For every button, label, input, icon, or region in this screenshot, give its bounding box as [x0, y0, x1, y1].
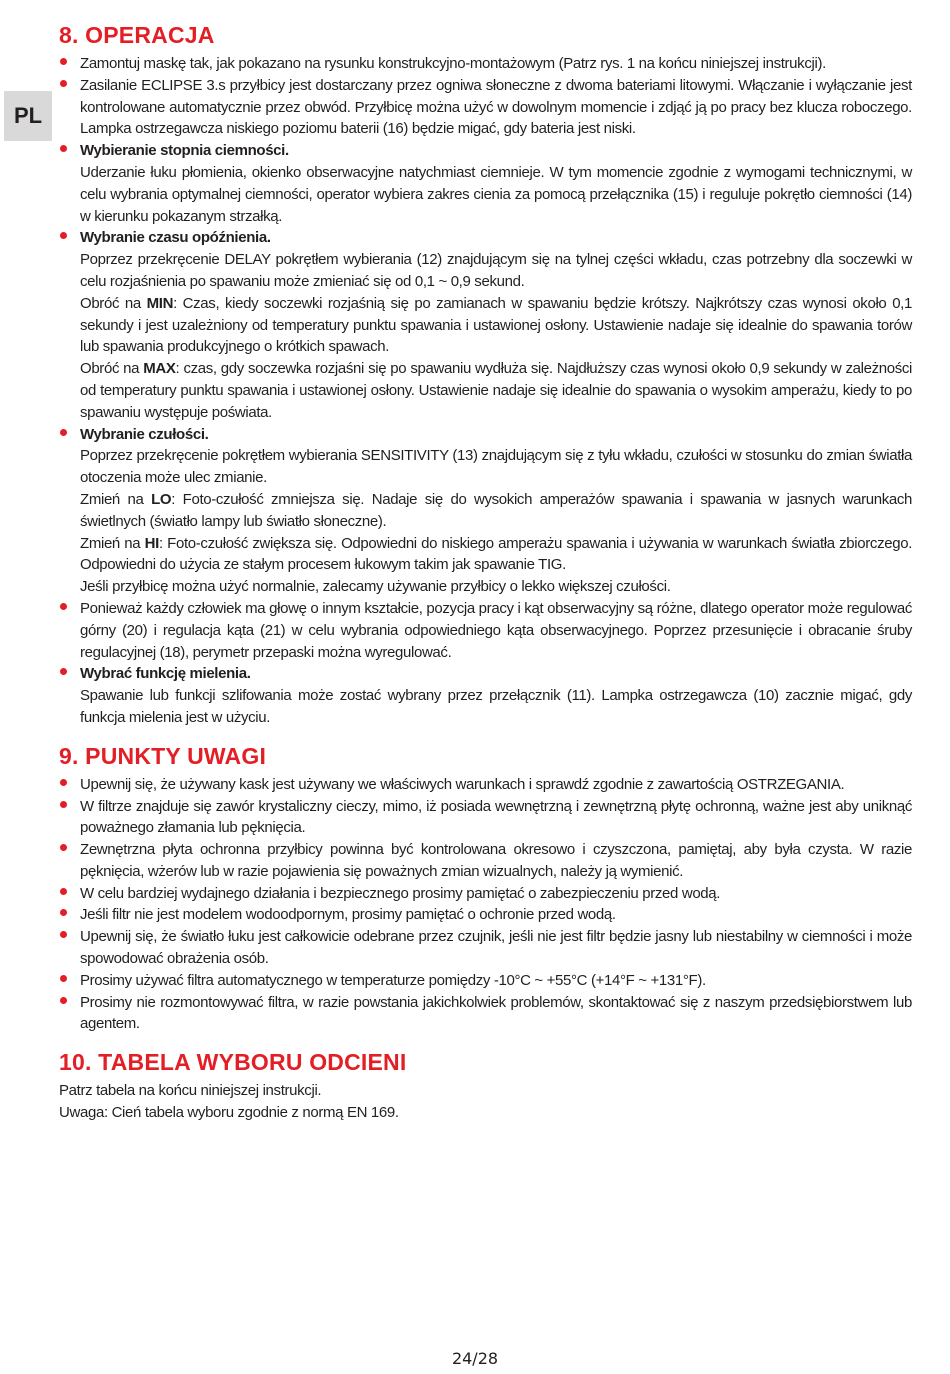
option-keyword: MAX — [143, 360, 176, 378]
option-paragraph — [80, 358, 912, 423]
list-item — [59, 904, 912, 926]
paragraph: Patrz tabela na końcu niniejszej instrukcji. — [59, 1082, 322, 1100]
option-keyword: MIN — [146, 294, 174, 312]
option-text: : Foto-czułość zmniejsza się. Nadaje się do wysokich amperażów spawania i spawania w jasnych warunkach świetlnych (światło lampy lub światło słoneczne). — [80, 490, 912, 530]
paragraph: Prosimy nie rozmontowywać filtra, w razie powstania jakichkolwiek problemów, skontaktować się z naszym przedsiębiorstwem lub agentem. — [80, 993, 912, 1033]
option-prefix: Obróć na — [80, 294, 147, 312]
list-item — [59, 598, 912, 663]
subheading: Wybrać funkcję mielenia. — [80, 665, 251, 683]
list-item — [59, 926, 912, 970]
paragraph: Uderzanie łuku płomienia, okienko obserwacyjne natychmiast ciemnieje. W tym momencie zgodnie z wymogami technicznymi, w celu wybrania optymalnej ciemności, operator wybiera zakres cienia za pomocą przełącznika (15) i reguluje pokrętło ciemności (14) w kierunku pokazanym strzałką. — [80, 163, 912, 225]
list-item — [59, 663, 912, 728]
option-text: : czas, gdy soczewka rozjaśni się po spawaniu wydłuża się. Najdłuższy czas wynosi około 0,9 sekundy w zależności od temperatury punktu spawania i ustawionej osłony. Ustawienie nadaje się idealnie do spawania o wysokim amperażu, kiedy to po spawaniu występuje poświata. — [80, 360, 912, 421]
list-item — [59, 883, 912, 905]
section-10-title: 10. TABELA WYBORU ODCIENI — [59, 1049, 407, 1076]
section-10-body — [59, 1080, 912, 1124]
language-tab: PL — [4, 91, 52, 141]
paragraph: Zewnętrzna płyta ochronna przyłbicy powinna być kontrolowana okresowo i czyszczona, pamiętaj, aby była czysta. W razie pęknięcia, wżerów lub w razie pojawienia się poważnych zmian wizualnych, należy ją wymienić. — [80, 841, 912, 880]
option-prefix: Zmień na — [80, 490, 152, 508]
paragraph: Prosimy używać filtra automatycznego w temperaturze pomiędzy -10°C ~ +55°C (+14°F ~ +131°F). — [80, 971, 706, 989]
option-keyword: HI — [144, 534, 159, 552]
option-keyword: LO — [151, 490, 172, 508]
subheading: Wybranie czułości. — [80, 425, 209, 443]
paragraph: Spawanie lub funkcji szlifowania może zostać wybrany przez przełącznik (11). Lampka ostrzegawcza (10) zacznie migać, gdy funkcja mielenia jest w użyciu. — [80, 687, 912, 726]
option-text: : Foto-czułość zwiększa się. Odpowiedni do niskiego amperażu spawania i używania w warunkach światła zbiorczego. Odpowiedni do użycia ze stałym procesem łukowym takim jak spawanie TIG. — [80, 534, 913, 574]
list-item — [59, 992, 912, 1036]
paragraph: W filtrze znajduje się zawór krystaliczny cieczy, mimo, iż posiada wewnętrzną i zewnętrzną płytę ochronną, ważne jest aby uniknąć poważnego złamania lub pęknięcia. — [80, 797, 912, 837]
list-item — [59, 227, 912, 423]
paragraph: Zasilanie ECLIPSE 3.s przyłbicy jest dostarczany przez ogniwa słoneczne z dwoma bateriami litowymi. Włączanie i wyłączanie jest kontrolowane automatycznie przez obwód. Przyłbicę można użyć w dowolnym momencie i zdjąć ją po pracy bez klucza roboczego. Lampka ostrzegawcza niskiego poziomu baterii (16) będzie migać, gdy bateria jest niski. — [80, 76, 912, 138]
list-item — [59, 53, 912, 75]
page-number: 24/28 — [451, 1349, 499, 1368]
option-prefix: Obróć na — [80, 360, 144, 378]
subheading: Wybranie czasu opóźnienia. — [80, 229, 271, 247]
paragraph: Jeśli filtr nie jest modelem wodoodpornym, prosimy pamiętać o ochronie przed wodą. — [80, 906, 616, 924]
section-9-title: 9. PUNKTY UWAGI — [59, 742, 267, 769]
option-prefix: Zmień na — [80, 534, 145, 552]
paragraph: Upewnij się, że używany kask jest używany we właściwych warunkach i sprawdź zgodnie z zawartością OSTRZEGANIA. — [80, 775, 845, 793]
option-paragraph — [80, 489, 912, 533]
list-item — [59, 75, 912, 140]
paragraph: Poprzez przekręcenie pokrętłem wybierania SENSITIVITY (13) znajdującym się z tyłu wkładu, czułości w stosunku do zmian światła otoczenia może ulec zmianie. — [80, 447, 912, 487]
section-8-list — [59, 53, 912, 729]
paragraph: Zamontuj maskę tak, jak pokazano na rysunku konstrukcyjno-montażowym (Patrz rys. 1 na końcu niniejszej instrukcji). — [80, 55, 826, 72]
list-item — [59, 140, 912, 227]
paragraph: Ponieważ każdy człowiek ma głowę o innym kształcie, pozycja pracy i kąt obserwacyjny są różne, dlatego operator może regulować górny (20) i regulacja kąta (21) w celu wybrania odpowiedniego kąta obserwacyjnego. Poprzez przesunięcie i obracanie śruby regulacyjnej (18), perymetr przepaski można wyregulować. — [80, 599, 912, 661]
paragraph: Poprzez przekręcenie DELAY pokrętłem wybierania (12) znajdującym się na tylnej części wkładu, czas potrzebny dla soczewki w celu rozjaśnienia po spawaniu może zmieniać się od 0,1 ~ 0,9 sekund. — [80, 251, 912, 290]
list-item — [59, 796, 912, 840]
subheading: Wybieranie stopnia ciemności. — [80, 142, 289, 160]
option-paragraph — [80, 533, 912, 577]
list-item — [59, 774, 912, 796]
list-item — [59, 839, 912, 883]
option-paragraph — [80, 293, 912, 358]
list-item — [59, 970, 912, 992]
paragraph: Upewnij się, że światło łuku jest całkowicie odebrane przez czujnik, jeśli nie jest filtr będzie jasny lub niestabilny w ciemności i może spowodować obrażenia osób. — [80, 928, 912, 968]
paragraph: Jeśli przyłbicę można użyć normalnie, zalecamy używanie przyłbicy o lekko większej czułości. — [80, 578, 671, 596]
paragraph: Uwaga: Cień tabela wyboru zgodnie z normą EN 169. — [59, 1104, 399, 1122]
section-8-title: 8. OPERACJA — [59, 22, 215, 48]
list-item — [59, 424, 912, 598]
section-9-list — [59, 774, 912, 1036]
paragraph: W celu bardziej wydajnego działania i bezpiecznego prosimy pamiętać o zabezpieczeniu przed wodą. — [80, 884, 721, 902]
page-content — [59, 20, 912, 1124]
option-text: : Czas, kiedy soczewki rozjaśnią się po zamianach w spawaniu będzie krótszy. Najkrótszy czas wynosi około 0,1 sekundy i jest uzależniony od temperatury punktu spawania i ustawionej osłony. Ustawienie nadaje się idealnie do spawania torów lub spawania produkcyjnego o krótkich spawach. — [80, 294, 912, 356]
